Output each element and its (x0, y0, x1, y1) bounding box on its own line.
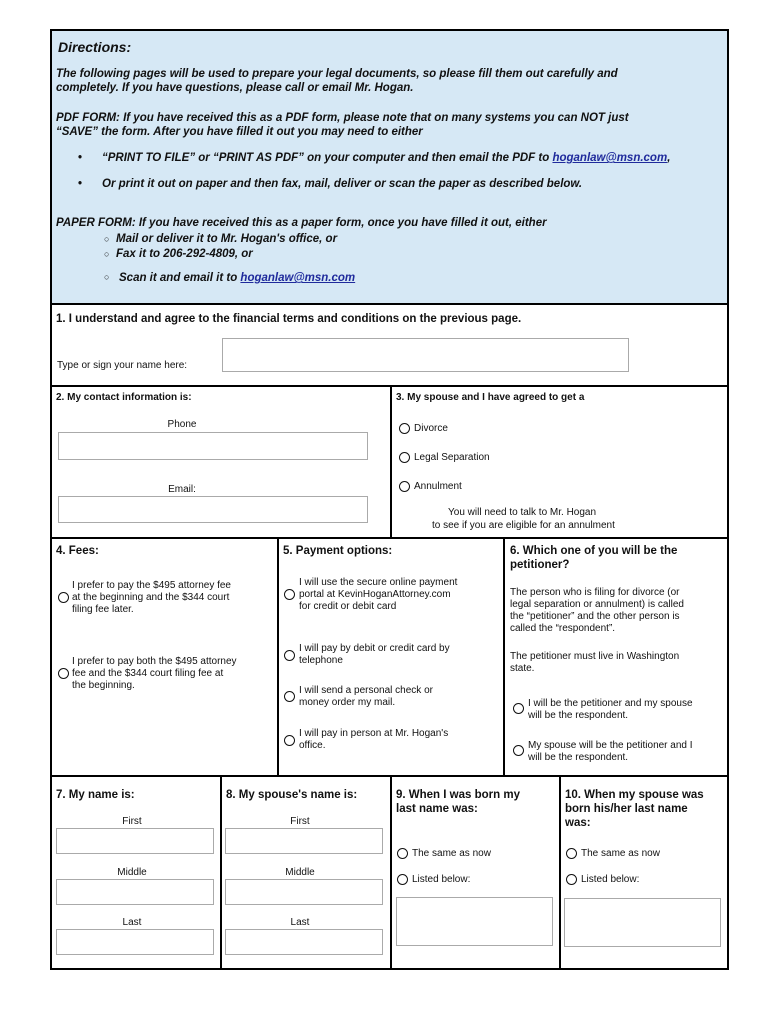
my-maiden-listed-radio[interactable] (397, 874, 408, 885)
directions-panel (52, 31, 727, 305)
paper-sub3 (119, 271, 355, 285)
spouse-maiden-same-radio[interactable] (566, 848, 577, 859)
directions-intro-line2: completely. If you have questions, please call or email Mr. Hogan. (56, 82, 414, 94)
pay-opt4-line1: I will pay in person at Mr. Hogan's (299, 728, 449, 739)
my-birth-last-name-input[interactable] (396, 897, 553, 946)
directions-title: Directions: (58, 39, 132, 55)
email-link[interactable]: hoganlaw@msn.com (552, 152, 668, 164)
divider (52, 537, 727, 539)
section6-title-line2: petitioner? (510, 559, 570, 571)
fee-opt1-line3: filing fee later. (72, 604, 134, 615)
spouse-middle-label: Middle (285, 867, 315, 878)
divider (390, 385, 392, 537)
section3-title: 3. My spouse and I have agreed to get a (396, 392, 585, 403)
petitioner-opt1-line2: will be the respondent. (528, 710, 629, 721)
bullet2: Or print it out on paper and then fax, mail, deliver or scan the paper as described below. (102, 178, 583, 190)
pay-opt3-line2: money order my mail. (299, 697, 396, 708)
paper-sub2: Fax it to 206-292-4809, or (116, 248, 253, 260)
section10-title-line3: was: (565, 817, 591, 829)
divider (390, 775, 392, 970)
section9-title-line1: 9. When I was born my (396, 789, 520, 801)
pay-online-radio[interactable] (284, 589, 295, 600)
bullet1-end: , (667, 152, 671, 164)
directions-intro-line1: The following pages will be used to prepare your legal documents, so please fill them out carefully and (56, 68, 618, 80)
pay-phone-radio[interactable] (284, 650, 295, 661)
i-am-petitioner-radio[interactable] (513, 703, 524, 714)
spouse-last-name-input[interactable] (225, 929, 383, 955)
spouse-middle-name-input[interactable] (225, 879, 383, 905)
sign-name-input[interactable] (222, 338, 629, 372)
circle-bullet-icon: ○ (104, 249, 110, 259)
spouse-maiden-same-label: The same as now (581, 848, 660, 859)
fee-later-radio[interactable] (58, 592, 69, 603)
spouse-first-label: First (290, 816, 310, 827)
sign-label: Type or sign your name here: (57, 360, 188, 371)
section1-title: 1. I understand and agree to the financial terms and conditions on the previous page. (56, 313, 522, 325)
intake-form (50, 29, 729, 970)
pay-opt3-line1: I will send a personal check or (299, 685, 433, 696)
my-maiden-same-radio[interactable] (397, 848, 408, 859)
legal-separation-label: Legal Separation (414, 452, 490, 463)
fee-opt1-line2: at the beginning and the $344 court (72, 592, 230, 603)
pay-opt1-line2: portal at KevinHoganAttorney.com (299, 589, 451, 600)
annulment-note-line2: to see if you are eligible for an annulment (432, 520, 615, 531)
fee-opt1-line1: I prefer to pay the $495 attorney fee (72, 580, 231, 591)
section10-title-line1: 10. When my spouse was (565, 789, 704, 801)
pay-opt2-line2: telephone (299, 655, 343, 666)
my-middle-label: Middle (117, 867, 147, 878)
spouse-birth-last-name-input[interactable] (564, 898, 721, 947)
annulment-note-line1: You will need to talk to Mr. Hogan (448, 507, 597, 518)
bullet-dot-icon: • (78, 152, 83, 164)
petitioner-opt2-line1: My spouse will be the petitioner and I (528, 740, 693, 751)
petitioner-opt1-line1: I will be the petitioner and my spouse (528, 698, 693, 709)
pay-opt4-line2: office. (299, 740, 326, 751)
divorce-radio[interactable] (399, 423, 410, 434)
spouse-maiden-listed-radio[interactable] (566, 874, 577, 885)
my-first-name-input[interactable] (56, 828, 214, 854)
petitioner-desc-1: The person who is filing for divorce (or (510, 587, 680, 598)
pay-opt1-line3: for credit or debit card (299, 601, 397, 612)
spouse-first-name-input[interactable] (225, 828, 383, 854)
pdf-form-line1: PDF FORM: If you have received this as a PDF form, please note that on many systems you can NOT just (56, 112, 629, 124)
paper-form-line1: PAPER FORM: If you have received this as a paper form, once you have filled it out, either (56, 217, 547, 229)
my-maiden-listed-label: Listed below: (412, 874, 471, 885)
email-link[interactable]: hoganlaw@msn.com (240, 272, 356, 284)
email-label: Email: (168, 484, 196, 495)
divorce-label: Divorce (414, 423, 448, 434)
my-maiden-same-label: The same as now (412, 848, 491, 859)
paper-sub1: Mail or deliver it to Mr. Hogan's office, or (116, 233, 338, 245)
annulment-radio[interactable] (399, 481, 410, 492)
my-first-label: First (122, 816, 142, 827)
section2-title: 2. My contact information is: (56, 392, 192, 403)
section10-title-line2: born his/her last name (565, 803, 688, 815)
bullet-dot-icon: • (78, 178, 83, 190)
fee-opt2-line2: fee and the $344 court filing fee at (72, 668, 224, 679)
section8-title: 8. My spouse's name is: (226, 789, 358, 801)
divider (220, 775, 222, 970)
petitioner-req-2: state. (510, 663, 535, 674)
petitioner-opt2-line2: will be the respondent. (528, 752, 629, 763)
my-middle-name-input[interactable] (56, 879, 214, 905)
my-last-label: Last (122, 917, 142, 928)
legal-separation-radio[interactable] (399, 452, 410, 463)
section6-title-line1: 6. Which one of you will be the (510, 545, 678, 557)
pdf-form-line2: “SAVE” the form. After you have filled it out you may need to either (56, 126, 423, 138)
pay-check-radio[interactable] (284, 691, 295, 702)
spouse-last-label: Last (290, 917, 310, 928)
phone-label: Phone (167, 419, 197, 430)
phone-input[interactable] (58, 432, 368, 460)
divider (503, 537, 505, 775)
section9-title-line2: last name was: (396, 803, 478, 815)
petitioner-desc-4: called the “respondent”. (510, 623, 616, 634)
email-input[interactable] (58, 496, 368, 523)
circle-bullet-icon: ○ (104, 234, 110, 244)
fee-opt2-line3: the beginning. (72, 680, 135, 691)
section5-title: 5. Payment options: (283, 545, 393, 557)
pay-opt2-line1: I will pay by debit or credit card by (299, 643, 450, 654)
petitioner-desc-2: legal separation or annulment) is called (510, 599, 684, 610)
spouse-is-petitioner-radio[interactable] (513, 745, 524, 756)
divider (559, 775, 561, 970)
pay-opt1-line1: I will use the secure online payment (299, 577, 458, 588)
pay-in-person-radio[interactable] (284, 735, 295, 746)
section4-title: 4. Fees: (56, 545, 99, 557)
section7-title: 7. My name is: (56, 789, 135, 801)
fee-opt2-line1: I prefer to pay both the $495 attorney (72, 656, 237, 667)
circle-bullet-icon: ○ (104, 272, 110, 282)
bullet1-text: “PRINT TO FILE” or “PRINT AS PDF” on your computer and then email the PDF to (102, 152, 553, 164)
annulment-label: Annulment (414, 481, 462, 492)
divider (277, 537, 279, 775)
paper-sub3-text: Scan it and email it to (119, 272, 241, 284)
bullet1 (102, 151, 670, 165)
petitioner-req-1: The petitioner must live in Washington (510, 651, 680, 662)
fee-both-radio[interactable] (58, 668, 69, 679)
petitioner-desc-3: the “petitioner” and the other person is (510, 611, 680, 622)
my-last-name-input[interactable] (56, 929, 214, 955)
spouse-maiden-listed-label: Listed below: (581, 874, 640, 885)
